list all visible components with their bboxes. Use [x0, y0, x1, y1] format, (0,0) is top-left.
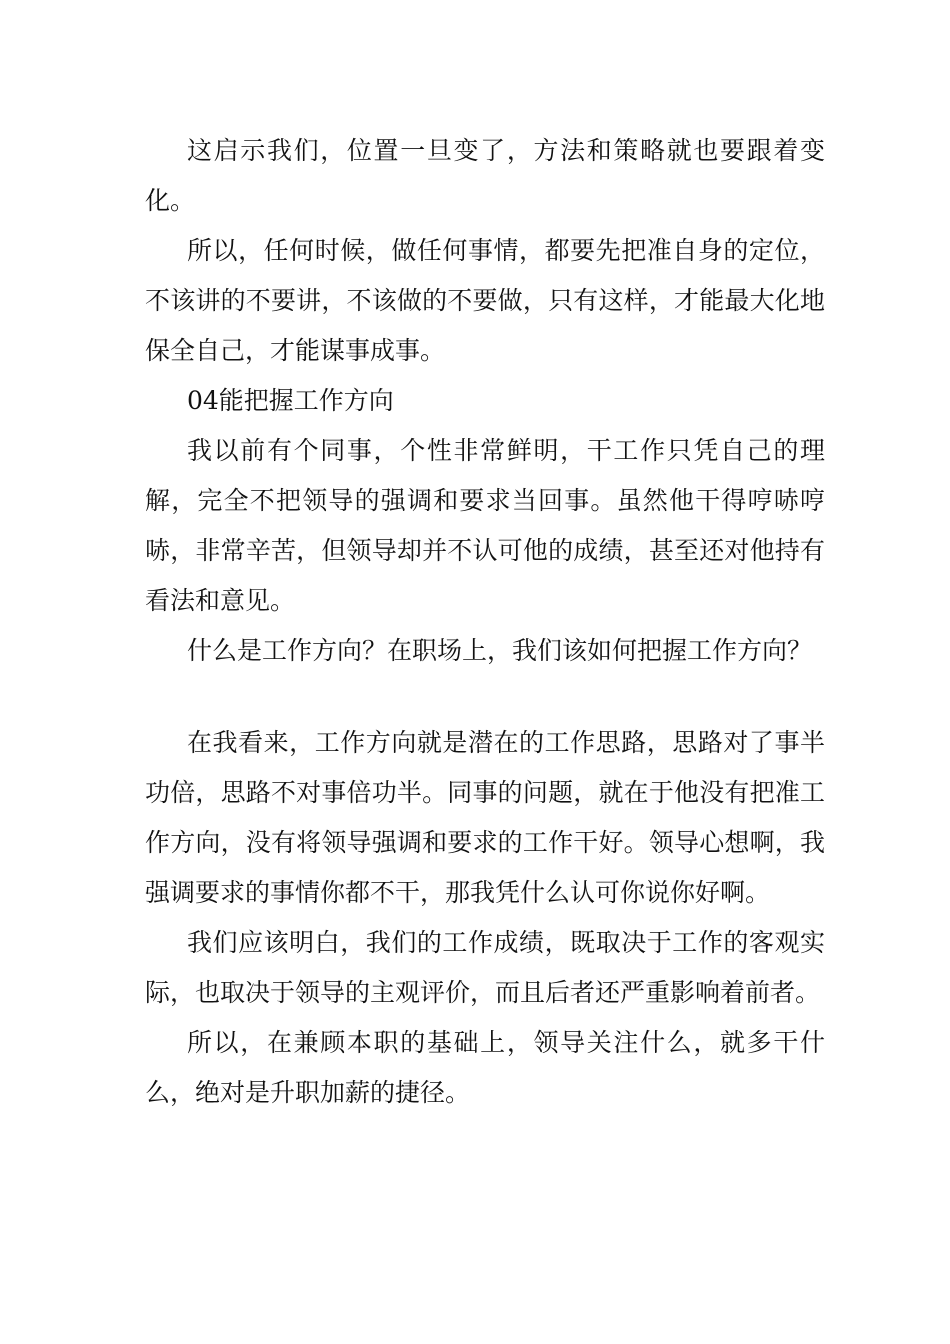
paragraph-work-results: 我们应该明白，我们的工作成绩，既取决于工作的客观实际，也取决于领导的主观评价，而且后者还严重影响着前者。: [145, 928, 825, 1007]
paragraph-question: 什么是工作方向？在职场上，我们该如何把握工作方向？: [187, 636, 813, 665]
paragraph-work-direction: 在我看来，工作方向就是潜在的工作思路，思路对了事半功倍，思路不对事倍功半。同事的问题，就在于他没有把准工作方向，没有将领导强调和要求的工作干好。领导心想啊，我强调要求的事情你都不干，那我凭什么认可你说你好啊。: [145, 728, 825, 907]
paragraph-spacer: [145, 676, 825, 718]
paragraph-conclusion: 所以，在兼顾本职的基础上，领导关注什么，就多干什么，绝对是升职加薪的捷径。: [145, 1028, 825, 1107]
paragraph-self-positioning: 所以，任何时候，做任何事情，都要先把准自身的定位，不该讲的不要讲，不该做的不要做，只有这样，才能最大化地保全自己，才能谋事成事。: [145, 236, 825, 365]
document-body: [145, 126, 825, 1118]
paragraph-colleague-story: 我以前有个同事，个性非常鲜明，干工作只凭自己的理解，完全不把领导的强调和要求当回事。虽然他干得哼哧哼哧，非常辛苦，但领导却并不认可他的成绩，甚至还对他持有看法和意见。: [145, 436, 825, 615]
paragraph-position-change: 这启示我们，位置一旦变了，方法和策略就也要跟着变化。: [145, 136, 825, 215]
section-heading: 04能把握工作方向: [187, 386, 394, 415]
